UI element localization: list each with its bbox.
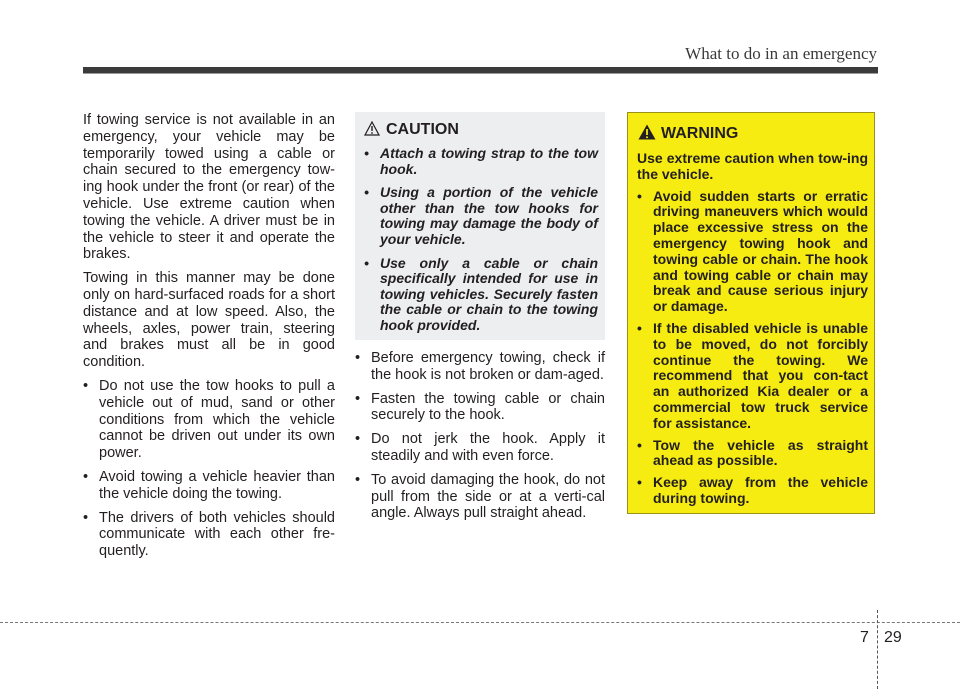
- caution-item: • Using a portion of the vehicle other than the tow hooks for towing may damage the body of your vehicle.: [364, 185, 598, 247]
- header-rule-thin: [83, 73, 878, 74]
- warning-intro: Use extreme caution when tow-ing the vehicle.: [637, 150, 868, 182]
- warning-heading: [638, 124, 738, 145]
- footer-rule: [0, 622, 960, 623]
- chapter-number: 7: [860, 629, 869, 646]
- list-item: • To avoid damaging the hook, do not pull from the side or at a verti-cal angle. Always pull straight ahead.: [355, 472, 605, 522]
- warning-item: • Avoid sudden starts or erratic driving maneuvers which would place excessive stress on the emergency towing hook and towing cable or chain. The hook and towing cable or chain may break and cause serious injury or damage.: [637, 189, 868, 315]
- left-column: [83, 112, 335, 567]
- caution-item: • Attach a towing strap to the tow hook.: [364, 146, 598, 177]
- list-item: • Before emergency towing, check if the hook is not broken or dam-aged.: [355, 350, 605, 384]
- caution-title: CAUTION: [386, 121, 459, 138]
- list-item: • The drivers of both vehicles should communicate with each other fre-quently.: [83, 510, 335, 560]
- list-item: • Do not use the tow hooks to pull a vehicle out of mud, sand or other conditions from which the vehicle cannot be driven out under its own power.: [83, 378, 335, 462]
- section-title: What to do in an emergency: [685, 44, 877, 63]
- warning-triangle-icon: [638, 124, 656, 145]
- paragraph: Towing in this manner may be done only on hard-surfaced roads for a short distance and at low speed. Also, the wheels, axles, power train, steering and brakes must all be in good condition.: [83, 270, 335, 371]
- warning-item: • Tow the vehicle as straight ahead as possible.: [637, 438, 868, 470]
- paragraph: If towing service is not available in an emergency, your vehicle may be temporarily towed using a cable or chain secured to the emergency tow-ing hook under the front (or rear) of the vehicle. Use extreme caution when towing the vehicle. A driver must be in the vehicle to steer it and operate the brakes.: [83, 112, 335, 263]
- footer-divider: [877, 610, 878, 689]
- list-item: • Fasten the towing cable or chain securely to the hook.: [355, 391, 605, 425]
- warning-box: [627, 112, 875, 514]
- page-number: 29: [884, 629, 902, 646]
- caution-heading: [364, 121, 459, 141]
- list-item: • Avoid towing a vehicle heavier than the vehicle doing the towing.: [83, 469, 335, 503]
- warning-item: • Keep away from the vehicle during towing.: [637, 475, 868, 507]
- caution-box: [355, 112, 605, 340]
- warning-body: [637, 151, 868, 513]
- warning-item: • If the disabled vehicle is unable to be moved, do not forcibly continue the towing. We recommend that you con-tact an authorized Kia dealer or a commercial tow truck service for assistance.: [637, 321, 868, 432]
- list-item: • Do not jerk the hook. Apply it steadily and with even force.: [355, 431, 605, 465]
- caution-list: [364, 146, 598, 342]
- caution-item: • Use only a cable or chain specifically intended for use in towing vehicles. Securely fasten the cable or chain to the towing hook provided.: [364, 256, 598, 334]
- middle-column: [355, 350, 605, 529]
- warning-title: WARNING: [661, 125, 739, 142]
- caution-triangle-icon: [364, 121, 380, 141]
